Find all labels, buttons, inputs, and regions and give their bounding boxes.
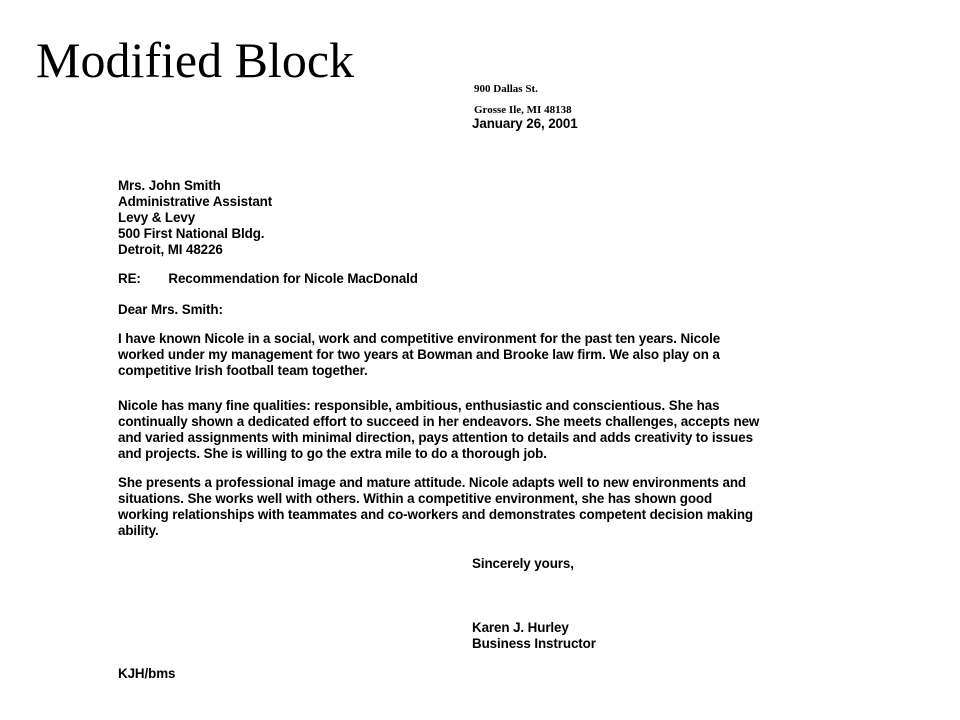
body-line: She presents a professional image and mature attitude. Nicole adapts well to new environments and [118, 475, 746, 490]
subject-line [118, 271, 418, 287]
body-line: I have known Nicole in a social, work and competitive environment for the past ten years. Nicole [118, 331, 721, 346]
signature-name: Karen J. Hurley [472, 620, 569, 635]
body-line: working relationships with teammates and co-workers and demonstrates competent decision making [118, 507, 753, 522]
subject-label: RE: [118, 271, 141, 286]
body-paragraph-3 [118, 475, 838, 539]
inside-address-line: Administrative Assistant [118, 194, 273, 209]
body-paragraph-1 [118, 331, 838, 379]
inside-address-line: Detroit, MI 48226 [118, 242, 223, 257]
salutation: Dear Mrs. Smith: [118, 302, 223, 317]
return-address-street: 900 Dallas St. [474, 83, 538, 95]
inside-address-line: 500 First National Bldg. [118, 226, 265, 241]
body-line: and varied assignments with minimal direction, pays attention to details and adds creativity to issues [118, 430, 753, 445]
body-line: ability. [118, 523, 159, 538]
signature-block [472, 620, 596, 652]
subject-text: Recommendation for Nicole MacDonald [168, 271, 418, 286]
body-paragraph-2 [118, 398, 838, 462]
return-address-city: Grosse Ile, MI 48138 [474, 104, 572, 116]
inside-address [118, 178, 272, 258]
letter-date: January 26, 2001 [472, 116, 578, 131]
signature-title: Business Instructor [472, 636, 596, 651]
body-line: worked under my management for two years at Bowman and Brooke law firm. We also play on a [118, 347, 720, 362]
complimentary-closing: Sincerely yours, [472, 556, 574, 571]
reference-initials: KJH/bms [118, 666, 176, 681]
slide-title: Modified Block [36, 32, 355, 88]
inside-address-line: Levy & Levy [118, 210, 196, 225]
body-line: continually shown a dedicated effort to succeed in her endeavors. She meets challenges, accepts new [118, 414, 760, 429]
body-line: competitive Irish football team together. [118, 363, 368, 378]
body-line: and projects. She is willing to go the extra mile to do a thorough job. [118, 446, 547, 461]
inside-address-line: Mrs. John Smith [118, 178, 221, 193]
body-line: situations. She works well with others. Within a competitive environment, she has shown good [118, 491, 713, 506]
body-line: Nicole has many fine qualities: responsible, ambitious, enthusiastic and conscientious. She has [118, 398, 720, 413]
